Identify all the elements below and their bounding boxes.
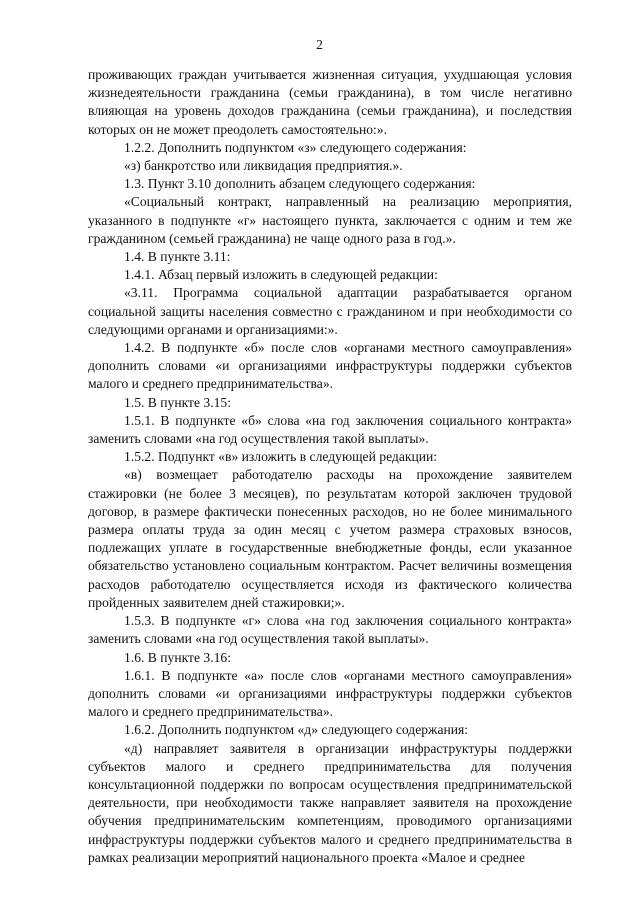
paragraph: 1.6.2. Дополнить подпунктом «д» следующего содержания:: [124, 722, 469, 738]
paragraph: «Социальный контракт, направленный на реализацию мероприятия, указанного в подпункте «г» настоящего пункта, заключается с одним и тем же гражданином (семьей гражданина) не чаще одного раза в год.».: [88, 194, 572, 246]
page-number: 2: [316, 37, 323, 52]
paragraph: 1.5.2. Подпункт «в» изложить в следующей редакции:: [124, 449, 438, 465]
paragraph: 1.5.1. В подпункте «б» слова «на год заключения социального контракта» заменить словами «на год осуществления такой выплаты».: [88, 412, 572, 447]
document-body: [88, 66, 572, 867]
paragraph: «з) банкротство или ликвидация предприятия.».: [124, 158, 403, 174]
paragraph: «д) направляет заявителя в организации инфраструктуры поддержки субъектов малого и среднего предпринимательства для получения консультационной поддержки по вопросам осуществления предпринимательской деятельности, при необходимости также направляет заявителя на прохождение обучения предпринимательским компетенциям, проводимого организациями инфраструктуры поддержки субъектов малого и среднего предпринимательства в рамках реализации мероприятий национального проекта «Малое и среднее: [88, 740, 572, 865]
paragraph: 1.4.1. Абзац первый изложить в следующей редакции:: [124, 267, 438, 283]
paragraph: 1.4.2. В подпункте «б» после слов «органами местного самоуправления» дополнить словами «и организациями инфраструктуры поддержки субъектов малого и среднего предпринимательства».: [88, 340, 572, 392]
paragraph: «в) возмещает работодателю расходы на прохождение заявителем стажировки (не более 3 месяцев), по результатам которой заключен трудовой договор, в размере фактически понесенных расходов, но не более минимального размера оплаты труда за один месяц с учетом размера страховых взносов, подлежащих уплате в государственные внебюджетные фонды, если указанное обязательство установлено социальным контрактом. Расчет величины возмещения расходов работодателю осуществляется исходя из фактического количества пройденных заявителем дней стажировки;».: [88, 467, 572, 610]
paragraph: 1.3. Пункт 3.10 дополнить абзацем следующего содержания:: [124, 176, 476, 192]
paragraph: 1.5. В пункте 3.15:: [124, 394, 231, 410]
paragraph: 1.4. В пункте 3.11:: [124, 249, 231, 265]
paragraph: «3.11. Программа социальной адаптации разрабатывается органом социальной защиты населения совместно с гражданином и при необходимости со следующими органами и организациями:».: [88, 285, 572, 337]
paragraph: проживающих граждан учитывается жизненная ситуация, ухудшающая условия жизнедеятельности гражданина (семьи гражданина), в том числе негативно влияющая на уровень доходов гражданина (семьи гражданина), и последствия которых он не может преодолеть самостоятельно:».: [88, 67, 572, 137]
paragraph: 1.6.1. В подпункте «а» после слов «органами местного самоуправления» дополнить словами «и организациями инфраструктуры поддержки субъектов малого и среднего предпринимательства».: [88, 667, 572, 720]
paragraph: 1.5.3. В подпункте «г» слова «на год заключения социального контракта» заменить словами «на год осуществления такой выплаты».: [88, 613, 572, 647]
paragraph: 1.2.2. Дополнить подпунктом «з» следующего содержания:: [124, 139, 467, 155]
paragraph: 1.6. В пункте 3.16:: [124, 649, 231, 665]
